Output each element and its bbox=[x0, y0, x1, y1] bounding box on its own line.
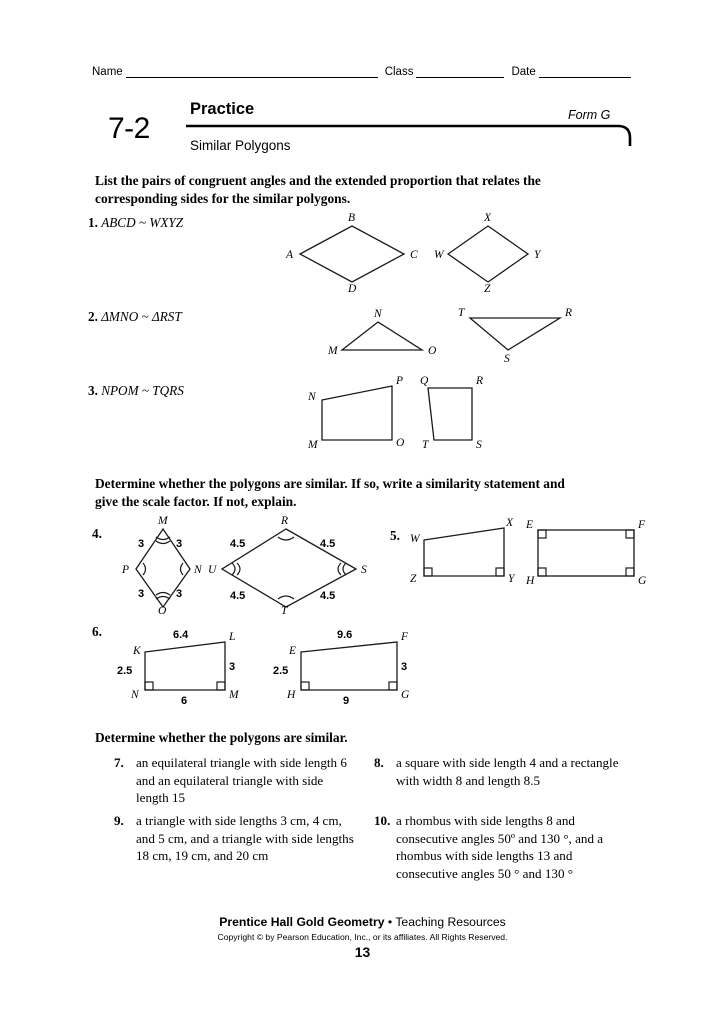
label-d: D bbox=[348, 283, 357, 295]
problem-4-number: 4. bbox=[92, 526, 102, 541]
label-e: E bbox=[289, 645, 297, 657]
label-w: W bbox=[434, 249, 444, 261]
figure-problem-6 bbox=[105, 630, 415, 710]
angle-mark-r-icon bbox=[278, 537, 294, 540]
label-s: S bbox=[476, 439, 482, 451]
side-no-length: 3 bbox=[176, 588, 183, 600]
quad-npom bbox=[322, 386, 392, 440]
label-w: W bbox=[410, 533, 420, 545]
problem-1-statement bbox=[88, 215, 183, 231]
problem-2-text: ΔMNO ~ ΔRST bbox=[101, 309, 182, 324]
label-r: R bbox=[565, 307, 573, 319]
angle-mark-s2-icon bbox=[338, 563, 341, 575]
word-problem-9-number: 9. bbox=[114, 813, 124, 828]
angle-mark-s-icon bbox=[343, 563, 346, 575]
label-h: H bbox=[287, 689, 296, 701]
figure-problem-4 bbox=[108, 515, 373, 615]
page-number: 13 bbox=[354, 944, 371, 960]
form-label: Form G bbox=[568, 108, 611, 122]
side-hg-length: 9 bbox=[343, 695, 350, 707]
triangle-trs bbox=[470, 318, 560, 350]
label-r: R bbox=[281, 515, 289, 527]
label-m: M bbox=[308, 439, 318, 451]
side-ut-length: 4.5 bbox=[230, 590, 246, 602]
name-input-line[interactable] bbox=[126, 66, 378, 78]
class-input-line[interactable] bbox=[416, 66, 504, 78]
right-angle-mark-h-icon bbox=[301, 682, 309, 690]
footer-title bbox=[0, 915, 725, 929]
right-angle-mark-h-icon bbox=[538, 568, 546, 576]
angle-mark-u2-icon bbox=[237, 563, 240, 575]
word-problem-9-text: a triangle with side lengths 3 cm, 4 cm, and 5 cm, and a triangle with side lengths 18 cm, 19 cm, and 20 cm bbox=[136, 813, 354, 863]
label-m: M bbox=[158, 515, 168, 527]
problem-3-number: 3. bbox=[88, 383, 98, 398]
problem-6-number: 6. bbox=[92, 624, 102, 639]
word-problem-7 bbox=[114, 754, 354, 807]
right-angle-mark-g-icon bbox=[389, 682, 397, 690]
right-angle-mark-n-icon bbox=[145, 682, 153, 690]
instruction-block-1: List the pairs of congruent angles and the extended proportion that relates the corresponding sides for the similar polygons. bbox=[95, 173, 541, 206]
label-n: N bbox=[131, 689, 139, 701]
label-c: C bbox=[410, 249, 418, 261]
right-angle-mark-y-icon bbox=[496, 568, 504, 576]
side-ts-length: 4.5 bbox=[320, 590, 336, 602]
right-angle-mark-e-icon bbox=[538, 530, 546, 538]
right-angle-mark-f-icon bbox=[626, 530, 634, 538]
quad-tqrs bbox=[428, 388, 472, 440]
word-problem-10-text: a rhombus with side lengths 8 and consecutive angles 50º and 130 °, and a rhombus with side lengths 13 and consecutive angles 50 ° and 130 ° bbox=[396, 813, 604, 881]
label-p: P bbox=[122, 564, 130, 576]
word-problem-8 bbox=[374, 754, 624, 789]
footer-title-rest: • Teaching Resources bbox=[384, 915, 506, 929]
label-z: Z bbox=[410, 573, 417, 585]
word-problem-9 bbox=[114, 812, 359, 865]
label-z: Z bbox=[484, 283, 491, 295]
word-problem-8-number: 8. bbox=[374, 755, 384, 770]
page-title: Practice bbox=[190, 100, 255, 118]
angle-mark-m2-icon bbox=[156, 541, 170, 544]
side-mp-length: 3 bbox=[138, 538, 145, 550]
figure-problem-2 bbox=[322, 304, 572, 364]
figure-problem-5 bbox=[398, 518, 648, 598]
label-y: Y bbox=[534, 249, 541, 261]
side-nm-length: 6 bbox=[181, 695, 188, 707]
label-g: G bbox=[638, 575, 647, 587]
side-kl-length: 6.4 bbox=[173, 629, 189, 641]
word-problem-8-text: a square with side length 4 and a rectangle with width 8 and length 8.5 bbox=[396, 755, 619, 788]
angle-mark-u-icon bbox=[232, 563, 235, 575]
footer-title-bold: Prentice Hall Gold Geometry bbox=[219, 915, 385, 929]
label-o: O bbox=[428, 345, 437, 357]
label-h: H bbox=[526, 575, 535, 587]
angle-mark-n-icon bbox=[181, 563, 184, 575]
figure-problem-3 bbox=[300, 372, 510, 454]
angle-mark-o2-icon bbox=[156, 593, 170, 596]
problem-2-statement bbox=[88, 309, 182, 325]
side-kn-length: 2.5 bbox=[117, 665, 133, 677]
triangle-mno bbox=[342, 322, 422, 350]
label-f: F bbox=[401, 631, 409, 643]
label-n: N bbox=[374, 308, 382, 320]
problem-1-text: ABCD ~ WXYZ bbox=[101, 215, 184, 230]
name-label: Name bbox=[92, 66, 123, 78]
class-label: Class bbox=[384, 66, 414, 78]
problem-1-number: 1. bbox=[88, 215, 98, 230]
side-po-length: 3 bbox=[138, 588, 145, 600]
side-rs-length: 4.5 bbox=[320, 538, 336, 550]
date-input-line[interactable] bbox=[539, 66, 631, 78]
label-x: X bbox=[484, 212, 492, 224]
label-n: N bbox=[308, 391, 316, 403]
rhombus-wxyz bbox=[448, 226, 528, 282]
angle-mark-o-icon bbox=[156, 597, 170, 600]
label-o: O bbox=[396, 437, 405, 449]
label-q: Q bbox=[420, 375, 429, 387]
right-angle-mark-z-icon bbox=[424, 568, 432, 576]
label-k: K bbox=[133, 645, 141, 657]
label-n: N bbox=[194, 564, 202, 576]
label-u: U bbox=[208, 564, 217, 576]
label-m: M bbox=[229, 689, 239, 701]
quad-wxyz bbox=[424, 528, 504, 576]
label-a: A bbox=[286, 249, 294, 261]
header-rule bbox=[186, 124, 632, 148]
side-fg-length: 3 bbox=[401, 661, 408, 673]
label-m: M bbox=[328, 345, 338, 357]
label-l: L bbox=[229, 631, 236, 643]
date-label: Date bbox=[511, 66, 536, 78]
side-ur-length: 4.5 bbox=[230, 538, 246, 550]
word-problem-7-number: 7. bbox=[114, 755, 124, 770]
problem-3-text: NPOM ~ TQRS bbox=[101, 383, 184, 398]
label-s: S bbox=[504, 353, 510, 365]
problem-2-number: 2. bbox=[88, 309, 98, 324]
rect-efgh bbox=[538, 530, 634, 576]
trapezoid-klmn bbox=[145, 642, 225, 690]
problem-3-statement bbox=[88, 383, 184, 399]
label-e: E bbox=[526, 519, 534, 531]
instruction-block-3: Determine whether the polygons are similar. bbox=[95, 730, 348, 745]
word-problem-7-text: an equilateral triangle with side length 6 and an equilateral triangle with side length 15 bbox=[136, 755, 347, 805]
right-angle-mark-m-icon bbox=[217, 682, 225, 690]
angle-mark-t-icon bbox=[278, 596, 294, 599]
angle-mark-p-icon bbox=[143, 563, 146, 575]
right-angle-mark-g-icon bbox=[626, 568, 634, 576]
label-t: T bbox=[422, 439, 429, 451]
label-f: F bbox=[638, 519, 646, 531]
side-eh-length: 2.5 bbox=[273, 665, 289, 677]
trapezoid-efgh bbox=[301, 642, 397, 690]
label-g: G bbox=[401, 689, 410, 701]
rhombus-abcd bbox=[300, 226, 404, 282]
word-problem-10-number: 10. bbox=[374, 813, 391, 828]
footer-copyright: Copyright © by Pearson Education, Inc., or its affiliates. All Rights Reserved. bbox=[217, 932, 508, 942]
label-p: P bbox=[396, 375, 404, 387]
label-t: T bbox=[458, 307, 465, 319]
label-r: R bbox=[476, 375, 484, 387]
lesson-number: 7-2 bbox=[108, 112, 150, 145]
page-subtitle: Similar Polygons bbox=[190, 138, 291, 153]
label-t: T bbox=[281, 605, 288, 617]
label-b: B bbox=[348, 212, 356, 224]
problem-5-number: 5. bbox=[390, 528, 400, 543]
side-ef-length: 9.6 bbox=[337, 629, 353, 641]
side-lm-length: 3 bbox=[229, 661, 236, 673]
instruction-block-2: Determine whether the polygons are similar. If so, write a similarity statement and give the scale factor. If not, explain. bbox=[95, 476, 565, 509]
figure-problem-1 bbox=[286, 212, 576, 295]
word-problem-10 bbox=[374, 812, 629, 882]
label-s: S bbox=[361, 564, 367, 576]
name-class-date-row bbox=[92, 58, 632, 78]
side-mn-length: 3 bbox=[176, 538, 183, 550]
label-o: O bbox=[158, 605, 167, 617]
label-x: X bbox=[506, 517, 514, 529]
label-y: Y bbox=[508, 573, 515, 585]
